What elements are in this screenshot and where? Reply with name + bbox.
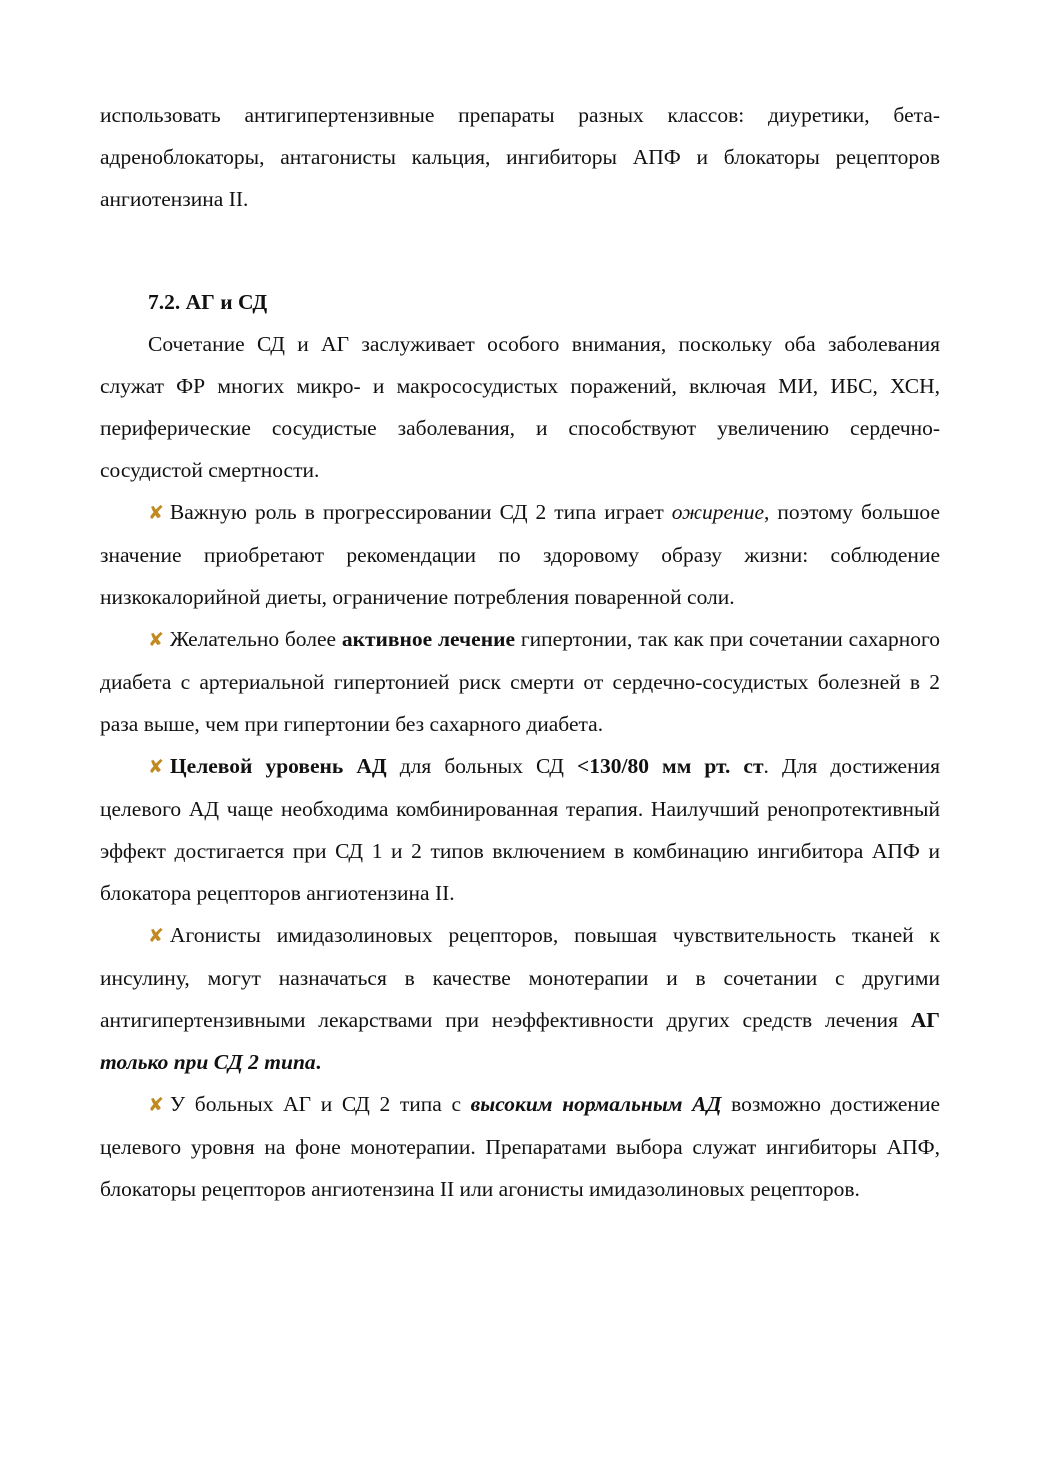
bullet-bold: .	[315, 1050, 322, 1074]
bullet-paragraph-obesity	[100, 491, 940, 618]
bullet-bold: активное лечение	[341, 627, 516, 651]
bullet-text: . Для достижения целевого АД чаще необходима комбинированная терапия. Наилучший ренопротективный эффект достигается при СД 1 и 2 типов включением в комбинацию ингибитора АПФ и блокатора рецепторов ангиотензина II.	[100, 754, 940, 905]
bullet-paragraph-active-treatment	[100, 618, 940, 745]
bullet-bold-italic: высоким нормальным АД	[470, 1092, 722, 1116]
cross-mark-icon: ✘	[148, 1094, 164, 1116]
bullet-paragraph-imidazoline-agonists	[100, 914, 940, 1083]
bullet-text: Агонисты имидазолиновых рецепторов, повышая чувствительность тканей к инсулину, могут назначаться в качестве монотерапии и в сочетании с другими антигипертензивными лекарствами при неэффективности других средств лечения	[100, 923, 940, 1032]
bullet-paragraph-high-normal-bp	[100, 1083, 940, 1210]
bullet-bold-italic: только при СД 2 типа	[100, 1050, 316, 1074]
section-heading: 7.2. АГ и СД	[148, 290, 268, 314]
cross-mark-icon: ✘	[148, 502, 164, 524]
section-lead-paragraph: Сочетание СД и АГ заслуживает особого внимания, поскольку оба заболевания служат ФР многих микро- и макрососудистых поражений, включая МИ, ИБС, ХСН, периферические сосудистые заболевания, и способствуют увеличению сердечно-сосудистой смертности.	[100, 332, 940, 482]
bullet-bold: Целевой уровень АД	[169, 754, 387, 778]
bullet-text: , поэтому большое значение приобретают рекомендации по здоровому образу жизни: соблюдение низкокалорийной диеты, ограничение потребления поваренной соли.	[100, 500, 940, 609]
cross-mark-icon: ✘	[148, 629, 164, 651]
cross-mark-icon: ✘	[148, 756, 164, 778]
bullet-text: Важную роль в прогрессировании СД 2 типа играет	[169, 500, 672, 524]
bullet-bold: АГ	[910, 1008, 940, 1032]
bullet-text: У больных АГ и СД 2 типа с	[169, 1092, 471, 1116]
bullet-text: Желательно более	[169, 627, 342, 651]
intro-paragraph: использовать антигипертензивные препараты разных классов: диуретики, бета-адреноблокаторы, антагонисты кальция, ингибиторы АПФ и блокаторы рецепторов ангиотензина II.	[100, 103, 940, 211]
bullet-emphasis: ожирение	[671, 500, 764, 524]
bullet-text: возможно достижение целевого уровня на фоне монотерапии. Препаратами выбора служат ингибиторы АПФ, блокаторы рецепторов ангиотензина II или агонисты имидазолиновых рецепторов.	[100, 1092, 940, 1201]
cross-mark-icon: ✘	[148, 925, 164, 947]
bullet-text: для больных СД	[386, 754, 578, 778]
bullet-bold: <130/80 мм рт. ст	[577, 754, 764, 778]
document-page	[100, 94, 940, 1210]
bullet-text: гипертонии, так как при сочетании сахарного диабета с артериальной гипертонией риск смерти от сердечно-сосудистых болезней в 2 раза выше, чем при гипертонии без сахарного диабета.	[100, 627, 940, 736]
bullet-paragraph-target-bp	[100, 745, 940, 914]
